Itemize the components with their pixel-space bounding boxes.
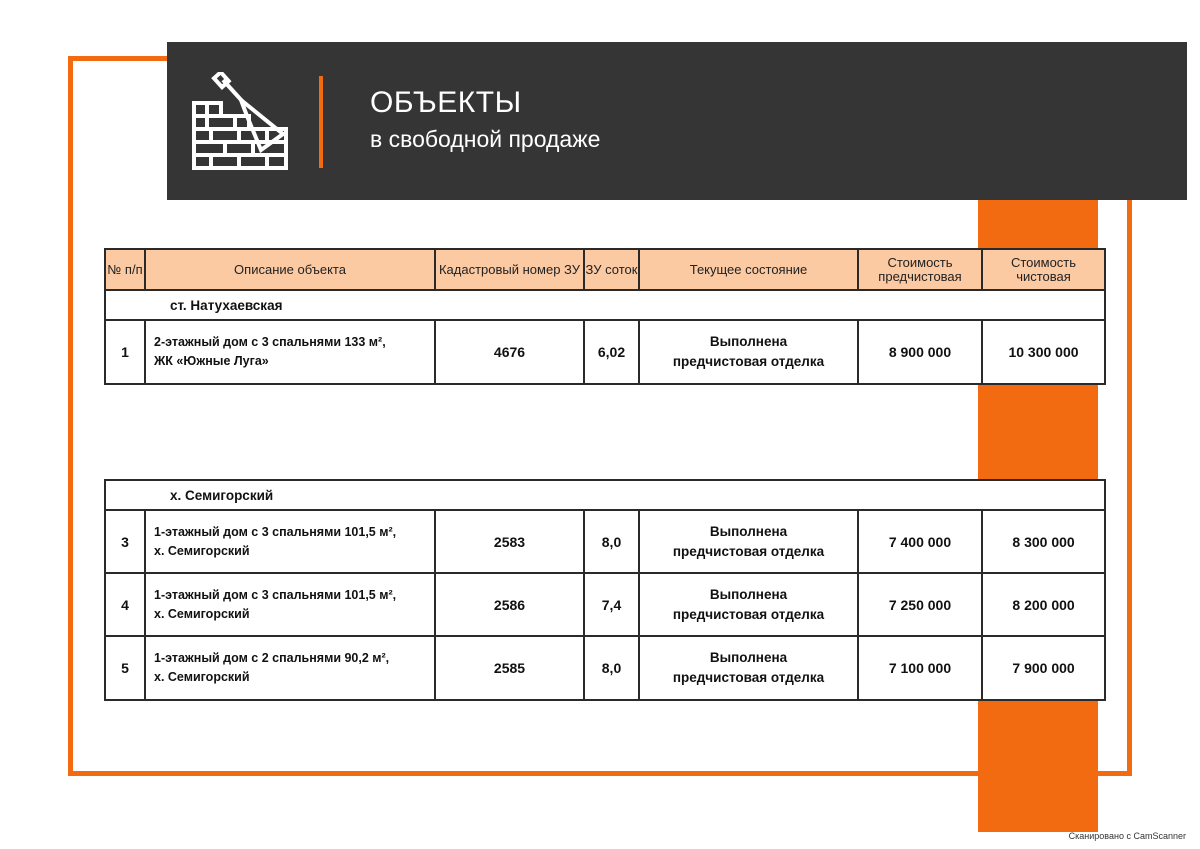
state-line: предчистовая отделка bbox=[672, 670, 825, 685]
group-row bbox=[105, 290, 1105, 320]
brick-wall-trowel-icon bbox=[191, 72, 291, 172]
row-price-pre: 7 250 000 bbox=[858, 573, 982, 636]
objects-table-semigorsky bbox=[104, 479, 1106, 701]
description-line: 2-этажный дом с 3 спальнями 133 м², bbox=[154, 335, 386, 349]
state-line: Выполнена bbox=[709, 650, 788, 665]
description-line: 1-этажный дом с 3 спальнями 101,5 м², bbox=[154, 524, 397, 539]
scanner-watermark: Сканировано с CamScanner bbox=[1068, 831, 1186, 841]
col-header-area: ЗУ соток bbox=[584, 249, 639, 290]
row-state bbox=[639, 573, 858, 636]
description-line: 1-этажный дом с 3 спальнями 101,5 м², bbox=[154, 587, 397, 602]
table-row bbox=[105, 636, 1105, 700]
row-price-fin: 8 300 000 bbox=[982, 510, 1105, 573]
col-header-cadastre: Кадастровый номер ЗУ bbox=[435, 249, 584, 290]
state-line: Выполнена bbox=[709, 523, 788, 539]
table-header-row bbox=[105, 249, 1105, 290]
row-cadastre: 2583 bbox=[435, 510, 584, 573]
row-cadastre: 2585 bbox=[435, 636, 584, 700]
row-number: 3 bbox=[105, 510, 145, 573]
row-description bbox=[145, 510, 435, 573]
state-line: предчистовая отделка bbox=[672, 354, 825, 369]
row-description bbox=[145, 320, 435, 384]
row-description bbox=[145, 573, 435, 636]
col-header-state: Текущее состояние bbox=[639, 249, 858, 290]
col-header-price-pre: Стоимость предчистовая bbox=[858, 249, 982, 290]
col-header-description: Описание объекта bbox=[145, 249, 435, 290]
row-price-fin: 10 300 000 bbox=[982, 320, 1105, 384]
page-title: ОБЪЕКТЫ bbox=[370, 86, 522, 119]
state-line: предчистовая отделка bbox=[672, 543, 825, 559]
row-cadastre: 4676 bbox=[435, 320, 584, 384]
row-number: 1 bbox=[105, 320, 145, 384]
row-description bbox=[145, 636, 435, 700]
row-state bbox=[639, 320, 858, 384]
description-line: х. Семигорский bbox=[154, 606, 250, 621]
table-row bbox=[105, 510, 1105, 573]
description-line: 1-этажный дом с 2 спальнями 90,2 м², bbox=[154, 651, 390, 665]
description-line: х. Семигорский bbox=[154, 543, 250, 558]
row-number: 5 bbox=[105, 636, 145, 700]
row-cadastre: 2586 bbox=[435, 573, 584, 636]
state-line: предчистовая отделка bbox=[672, 606, 825, 622]
objects-table-natukhaevskaya bbox=[104, 248, 1106, 385]
row-state bbox=[639, 510, 858, 573]
row-price-pre: 7 400 000 bbox=[858, 510, 982, 573]
page-subtitle: в свободной продаже bbox=[370, 126, 601, 152]
group-row bbox=[105, 480, 1105, 510]
col-header-number: № п/п bbox=[105, 249, 145, 290]
row-area: 8,0 bbox=[584, 636, 639, 700]
row-area: 6,02 bbox=[584, 320, 639, 384]
group-title: ст. Натухаевская bbox=[105, 290, 1105, 320]
row-state bbox=[639, 636, 858, 700]
row-number: 4 bbox=[105, 573, 145, 636]
state-line: Выполнена bbox=[709, 334, 788, 349]
description-line: х. Семигорский bbox=[154, 670, 250, 684]
row-price-pre: 7 100 000 bbox=[858, 636, 982, 700]
description-line: ЖК «Южные Луга» bbox=[154, 354, 269, 368]
row-price-fin: 7 900 000 bbox=[982, 636, 1105, 700]
state-line: Выполнена bbox=[709, 586, 788, 602]
row-area: 8,0 bbox=[584, 510, 639, 573]
row-price-pre: 8 900 000 bbox=[858, 320, 982, 384]
group-title: х. Семигорский bbox=[105, 480, 1105, 510]
header-banner bbox=[167, 42, 1187, 200]
header-divider bbox=[319, 76, 323, 168]
row-area: 7,4 bbox=[584, 573, 639, 636]
table-row bbox=[105, 320, 1105, 384]
col-header-price-fin: Стоимость чистовая bbox=[982, 249, 1105, 290]
row-price-fin: 8 200 000 bbox=[982, 573, 1105, 636]
table-row bbox=[105, 573, 1105, 636]
